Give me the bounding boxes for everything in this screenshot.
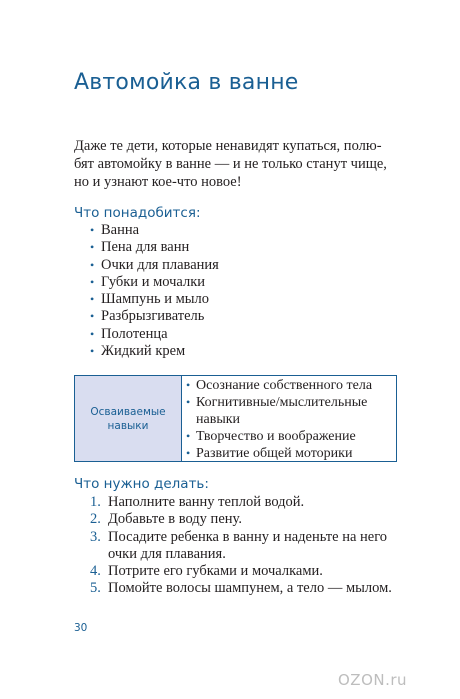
- list-item-label: Разбрызгиватель: [101, 308, 205, 325]
- skill-item: [186, 445, 396, 462]
- step-item: [90, 494, 408, 511]
- intro-paragraph: [74, 137, 404, 191]
- intro-line: но и узнают кое-что новое!: [74, 174, 242, 190]
- bullet-icon: •: [90, 326, 95, 341]
- intro-line: бят автомойку в ванне — и не только станут чище,: [74, 156, 387, 172]
- step-item: [90, 563, 408, 580]
- list-item: [90, 343, 219, 360]
- skill-item: [186, 377, 396, 394]
- step-number: 3.: [90, 528, 101, 545]
- skill-label: Осознание собственного тела: [196, 378, 373, 393]
- list-item: [90, 326, 219, 343]
- skill-label: Развитие общей моторики: [196, 446, 353, 461]
- list-item: [90, 291, 219, 308]
- list-item: [90, 239, 219, 256]
- list-item-label: Полотенца: [101, 325, 168, 342]
- list-item-label: Пена для ванн: [101, 239, 190, 256]
- step-number: 5.: [90, 580, 101, 597]
- bullet-icon: •: [186, 429, 191, 443]
- skills-label: Осваиваемые навыки: [75, 376, 182, 461]
- list-item-label: Губки и мочалки: [101, 273, 206, 290]
- bullet-icon: •: [90, 309, 95, 324]
- page-title: Автомойка в ванне: [74, 70, 299, 95]
- step-number: 4.: [90, 563, 101, 580]
- bullet-icon: •: [90, 274, 95, 289]
- skills-list: [182, 376, 396, 461]
- list-item: [90, 257, 219, 274]
- bullet-icon: •: [90, 223, 95, 237]
- bullet-icon: •: [90, 240, 95, 255]
- list-item-label: Очки для плавания: [101, 256, 219, 273]
- list-item: [90, 308, 219, 325]
- step-text: Наполните ванну теплой водой.: [108, 494, 305, 510]
- intro-line: Даже те дети, которые ненавидят купаться, полю-: [74, 138, 382, 154]
- step-text: Посадите ребенка в ванну и наденьте на него очки для плавания.: [108, 528, 388, 562]
- step-number: 2.: [90, 511, 101, 528]
- bullet-icon: •: [90, 344, 95, 359]
- step-item: [90, 580, 408, 597]
- list-item-label: Жидкий крем: [101, 343, 186, 360]
- step-item: [90, 529, 408, 564]
- list-item: [90, 222, 219, 239]
- page-number: 30: [74, 622, 88, 634]
- bullet-icon: •: [186, 395, 191, 409]
- watermark: OZON.ru: [338, 671, 408, 689]
- bullet-icon: •: [186, 378, 191, 392]
- steps-heading: Что нужно делать:: [74, 476, 209, 492]
- step-item: [90, 511, 408, 528]
- skills-box: [74, 375, 397, 462]
- step-text: Помойте волосы шампунем, а тело — мылом.: [108, 580, 392, 597]
- step-text: Добавьте в воду пену.: [108, 511, 242, 528]
- step-text: Потрите его губками и мочалками.: [108, 563, 323, 580]
- supplies-list: [90, 222, 219, 360]
- bullet-icon: •: [90, 292, 95, 307]
- needs-heading: Что понадобится:: [74, 205, 201, 221]
- bullet-icon: •: [90, 257, 95, 272]
- step-number: 1.: [90, 494, 101, 510]
- skill-label: Когнитивные/мыслительные навыки: [196, 395, 368, 427]
- list-item: [90, 274, 219, 291]
- bullet-icon: •: [186, 446, 191, 460]
- skill-item: [186, 428, 396, 445]
- steps-list: [90, 494, 408, 598]
- skill-item: [186, 394, 396, 428]
- skill-label: Творчество и воображение: [196, 429, 356, 444]
- list-item-label: Ванна: [101, 222, 140, 238]
- list-item-label: Шампунь и мыло: [101, 291, 210, 308]
